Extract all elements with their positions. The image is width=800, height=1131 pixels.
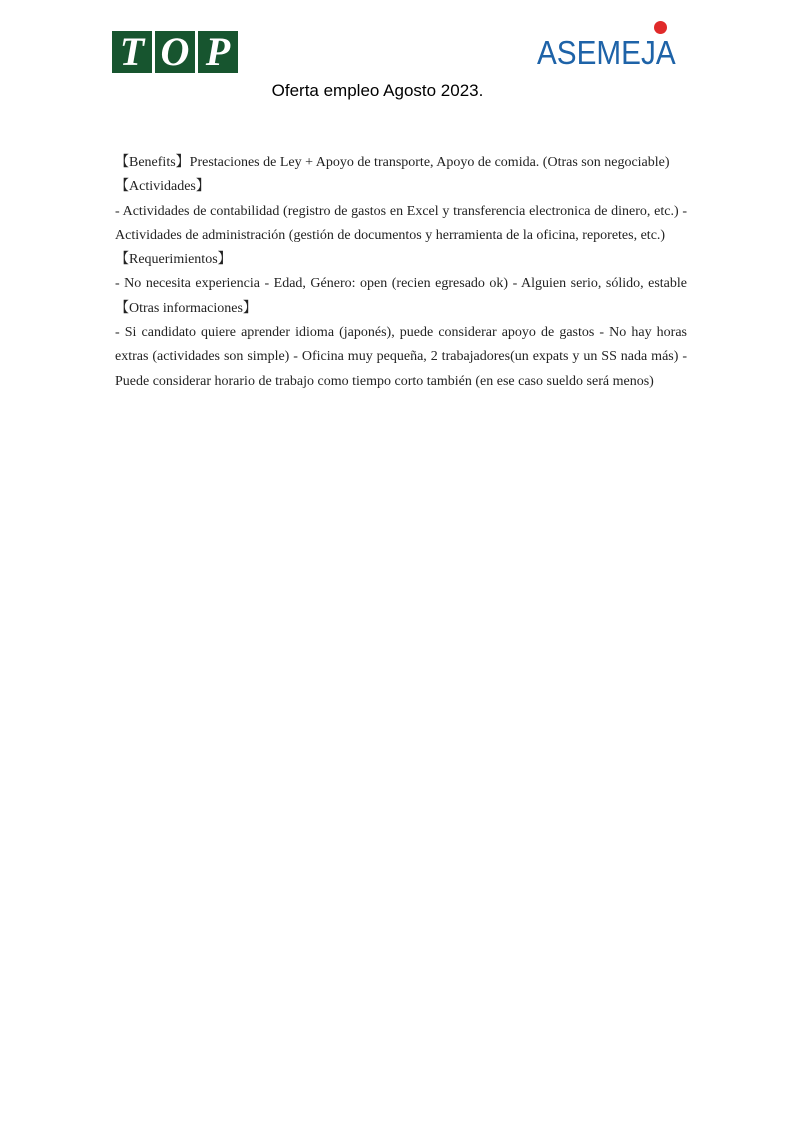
document-title-text: Oferta empleo Agosto 2023.: [271, 81, 484, 100]
document-body: [115, 151, 687, 394]
top-logo: [112, 31, 238, 73]
top-logo-letter-t: T: [112, 31, 152, 73]
requerimientos-heading: 【Requerimientos】: [115, 252, 232, 268]
top-logo-letter-o: O: [155, 31, 195, 73]
actividades-paragraph: - Actividades de contabilidad (registro de gastos en Excel y transferencia electronica de dinero, etc.) - Actividades de administración (gestión de documentos y herramienta de la oficina, reporetes, etc.): [115, 203, 687, 243]
asemeja-logo: ASEMEJA: [537, 34, 676, 71]
benefits-paragraph: 【Benefits】Prestaciones de Ley + Apoyo de transporte, Apoyo de comida. (Otras son negociable): [115, 155, 670, 170]
otras-informaciones-paragraph: - Si candidato quiere aprender idioma (japonés), puede considerar apoyo de gastos - No hay horas extras (actividades son simple) - Oficina muy pequeña, 2 trabajadores(un expats y un SS nada más) - Puede considerar horario de trabajo como tiempo corto también (en ese caso sueldo será menos): [115, 325, 687, 389]
actividades-heading: 【Actividades】: [115, 179, 210, 195]
top-logo-letter-p: P: [198, 31, 238, 73]
requerimientos-paragraph: - No necesita experiencia - Edad, Género: open (recien egresado ok) - Alguien serio, sólido, estable 【Otras informaciones】: [115, 276, 687, 316]
document-title: [0, 81, 755, 101]
